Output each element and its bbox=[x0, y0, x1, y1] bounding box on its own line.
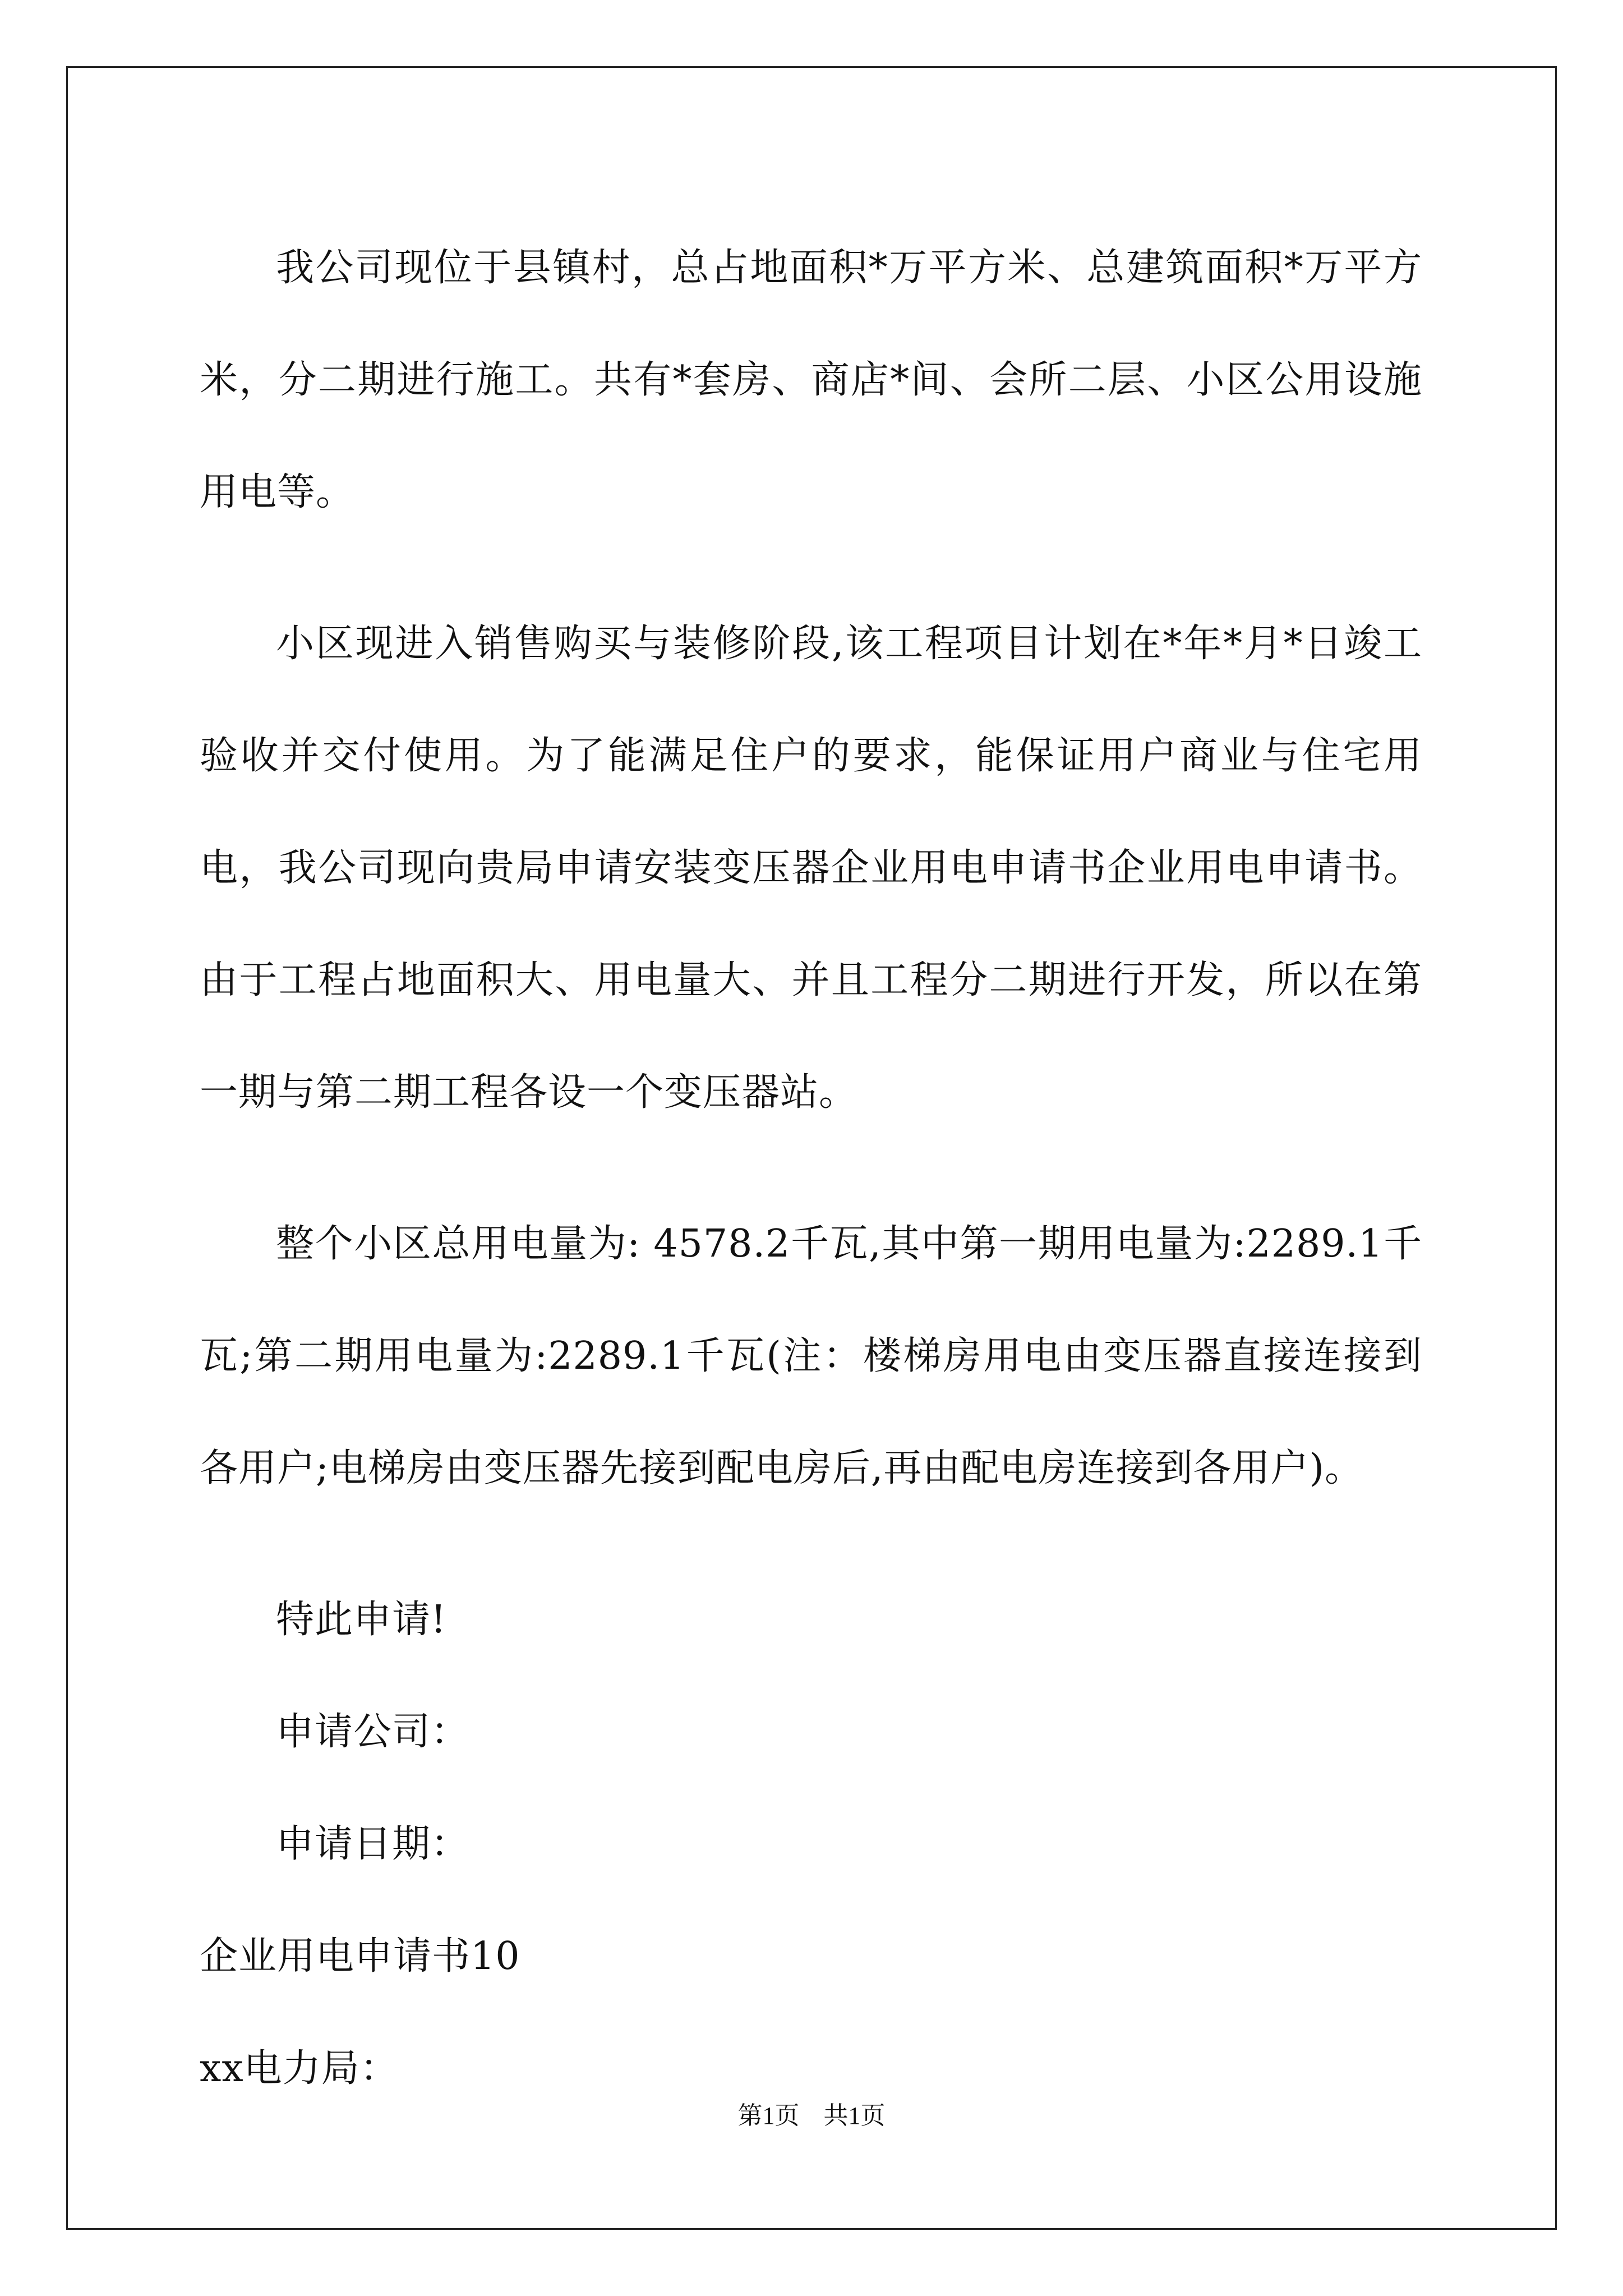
closing-text: 特此申请! bbox=[276, 1598, 447, 1642]
next-document-title: 企业用电申请书10 bbox=[200, 1934, 520, 1978]
next-document-addressee: xx电力局： bbox=[200, 2046, 399, 2091]
applicant-label: 申请公司： bbox=[276, 1710, 470, 1754]
page-number-current: 第1页 bbox=[737, 2102, 800, 2129]
document-body bbox=[200, 212, 1422, 2125]
paragraph-application: 小区现进入销售购买与装修阶段,该工程项目计划在*年*月*日竣工验收并交付使用。为了能满足住户的要求，能保证用户商业与住宅用电，我公司现向贵局申请安装变压器企业用电申请书企业用电申请书。由于工程占地面积大、用电量大、并且工程分二期进行开发，所以在第一期与第二期工程各设一个变压器站。 bbox=[200, 622, 1422, 1115]
paragraph-power-usage: 整个小区总用电量为: 4578.2千瓦,其中第一期用电量为:2289.1千瓦;第二期用电量为:2289.1千瓦(注：楼梯房用电由变压器直接连接到各用户;电梯房由变压器先接到配电房后,再由配电房连接到各用户)。 bbox=[200, 1222, 1422, 1490]
page-number-total: 共1页 bbox=[823, 2102, 886, 2129]
date-label: 申请日期： bbox=[276, 1822, 470, 1866]
paragraph-location: 我公司现位于县镇村，总占地面积*万平方米、总建筑面积*万平方米，分二期进行施工。共有*套房、商店*间、会所二层、小区公用设施用电等。 bbox=[200, 246, 1422, 514]
page-footer bbox=[0, 2095, 1623, 2131]
